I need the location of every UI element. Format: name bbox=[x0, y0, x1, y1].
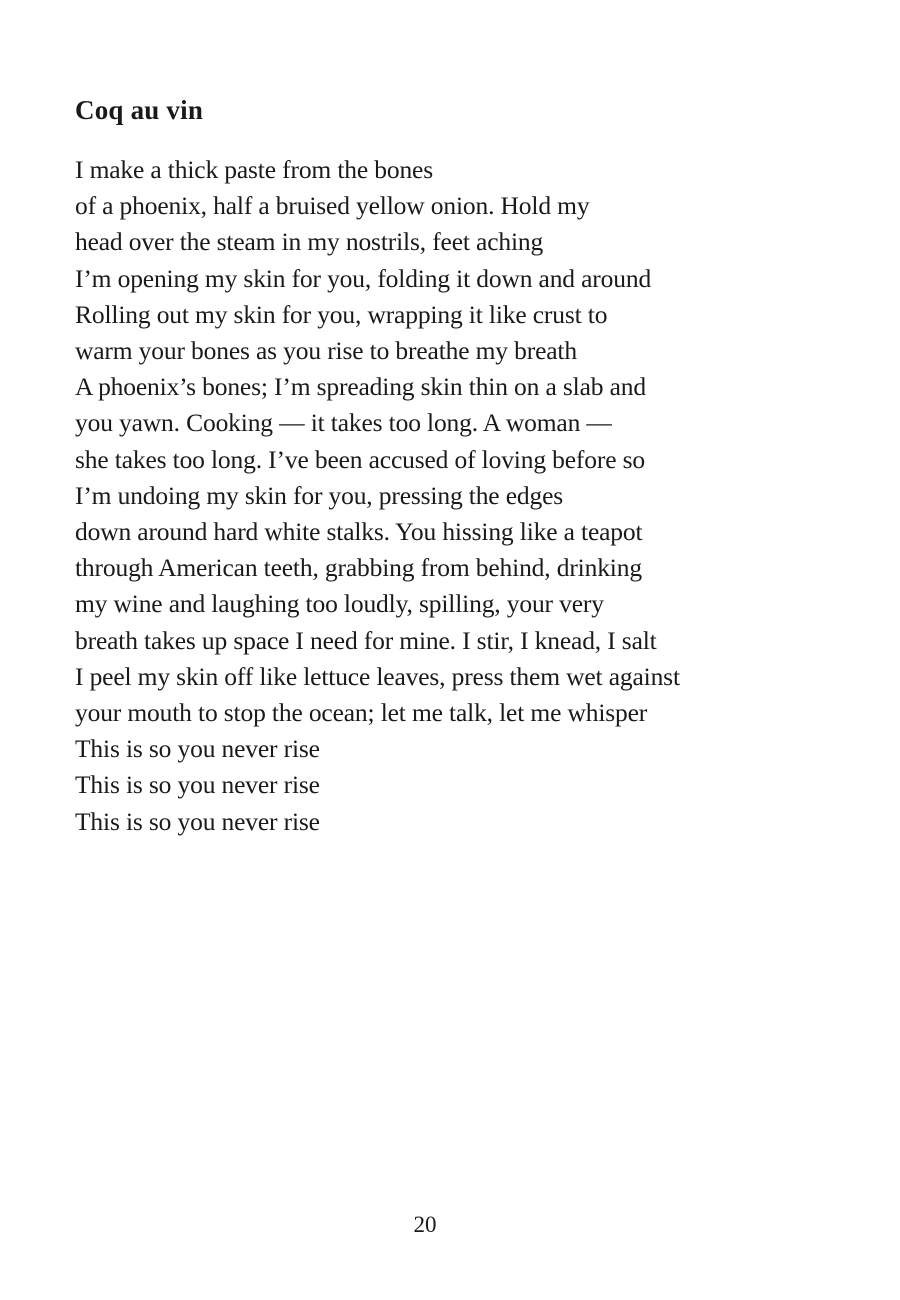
poem-line: This is so you never rise bbox=[75, 770, 320, 800]
poem-line: warm your bones as you rise to breathe my breath bbox=[75, 336, 577, 366]
poem-line: This is so you never rise bbox=[75, 806, 320, 836]
poem-line: she takes too long. I’ve been accused of loving before so bbox=[75, 444, 645, 474]
poem-line: head over the steam in my nostrils, feet aching bbox=[75, 227, 544, 257]
poem-line: I’m undoing my skin for you, pressing the edges bbox=[75, 480, 564, 510]
poem-line: your mouth to stop the ocean; let me talk, let me whisper bbox=[75, 698, 648, 728]
poem-line: through American teeth, grabbing from behind, drinking bbox=[75, 553, 642, 583]
poem-line: I’m opening my skin for you, folding it down and around bbox=[75, 263, 652, 293]
poem-line: A phoenix’s bones; I’m spreading skin thin on a slab and bbox=[75, 372, 646, 402]
poem-line: I peel my skin off like lettuce leaves, press them wet against bbox=[75, 661, 680, 691]
poem-line: This is so you never rise bbox=[75, 734, 320, 764]
poem-title: Coq au vin bbox=[75, 95, 204, 125]
poem-line: I make a thick paste from the bones bbox=[75, 155, 434, 184]
poem-line: down around hard white stalks. You hissing like a teapot bbox=[75, 517, 643, 547]
page-number: 20 bbox=[413, 1212, 437, 1237]
poem-body bbox=[75, 152, 875, 840]
poem-line: breath takes up space I need for mine. I stir, I knead, I salt bbox=[75, 625, 657, 655]
poem-line: my wine and laughing too loudly, spilling, your very bbox=[75, 589, 604, 619]
poem-line: of a phoenix, half a bruised yellow onion. Hold my bbox=[75, 191, 590, 221]
poem-line: you yawn. Cooking — it takes too long. A woman — bbox=[75, 408, 612, 438]
poem-line: Rolling out my skin for you, wrapping it like crust to bbox=[75, 299, 608, 329]
